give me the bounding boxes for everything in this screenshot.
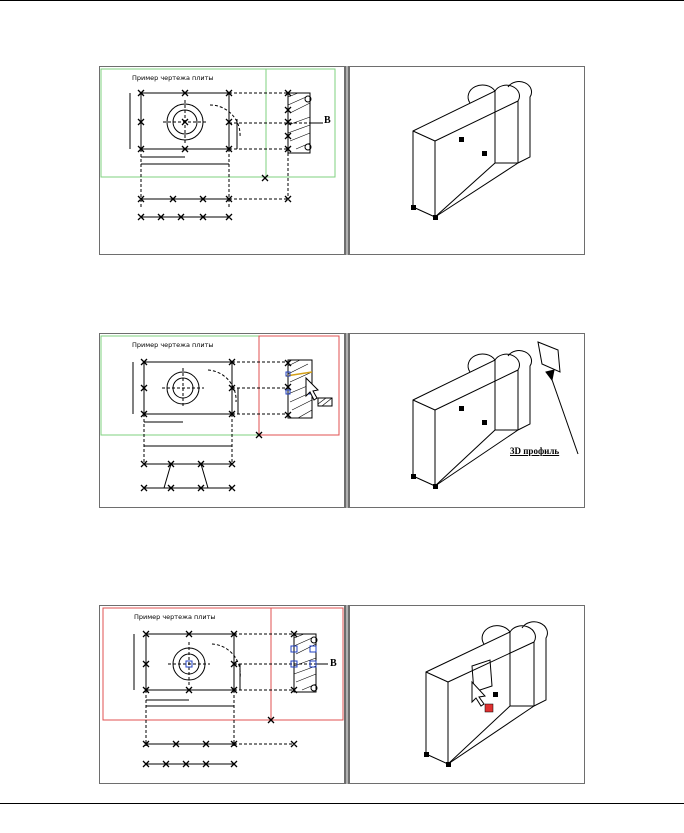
profile-callout: 3D профиль bbox=[510, 446, 560, 456]
model-point-1 bbox=[411, 205, 416, 210]
model-3d-2 bbox=[350, 334, 585, 508]
section-label-1: B bbox=[324, 115, 331, 126]
plate-drawing-1 bbox=[100, 67, 345, 255]
profile-sketch-icon bbox=[538, 342, 560, 372]
model-view-2[interactable] bbox=[349, 333, 585, 508]
top-rule bbox=[0, 0, 684, 1]
model-point-11 bbox=[493, 692, 498, 697]
drawing-title-1: Пример чертежа плиты bbox=[132, 74, 214, 82]
drawing-view-1[interactable] bbox=[99, 66, 345, 255]
bottom-rule bbox=[0, 803, 684, 804]
model-point-6 bbox=[433, 484, 438, 489]
drawing-title-3: Пример чертежа плиты bbox=[134, 613, 216, 621]
model-point-5 bbox=[411, 474, 416, 479]
selection-window-red-1 bbox=[259, 336, 339, 435]
drawing-view-2[interactable] bbox=[99, 333, 345, 508]
model-point-2 bbox=[433, 215, 438, 220]
model-point-8 bbox=[482, 420, 487, 425]
model-point-10 bbox=[446, 762, 451, 767]
model-point-9 bbox=[424, 752, 429, 757]
model-point-3 bbox=[459, 137, 464, 142]
section-label-3: B bbox=[330, 658, 337, 669]
model-view-1[interactable] bbox=[349, 66, 585, 255]
selected-point-red bbox=[485, 704, 493, 712]
drawing-view-3[interactable] bbox=[99, 605, 345, 784]
drawing-title-2: Пример чертежа плиты bbox=[132, 341, 214, 349]
plate-drawing-3 bbox=[100, 606, 345, 784]
model-3d-1 bbox=[350, 67, 585, 255]
model-point-4 bbox=[482, 151, 487, 156]
cursor-arrow-2 bbox=[472, 682, 485, 706]
model-3d-3 bbox=[350, 606, 585, 784]
model-point-7 bbox=[459, 406, 464, 411]
model-view-3[interactable] bbox=[349, 605, 585, 784]
plate-drawing-2 bbox=[100, 334, 345, 508]
